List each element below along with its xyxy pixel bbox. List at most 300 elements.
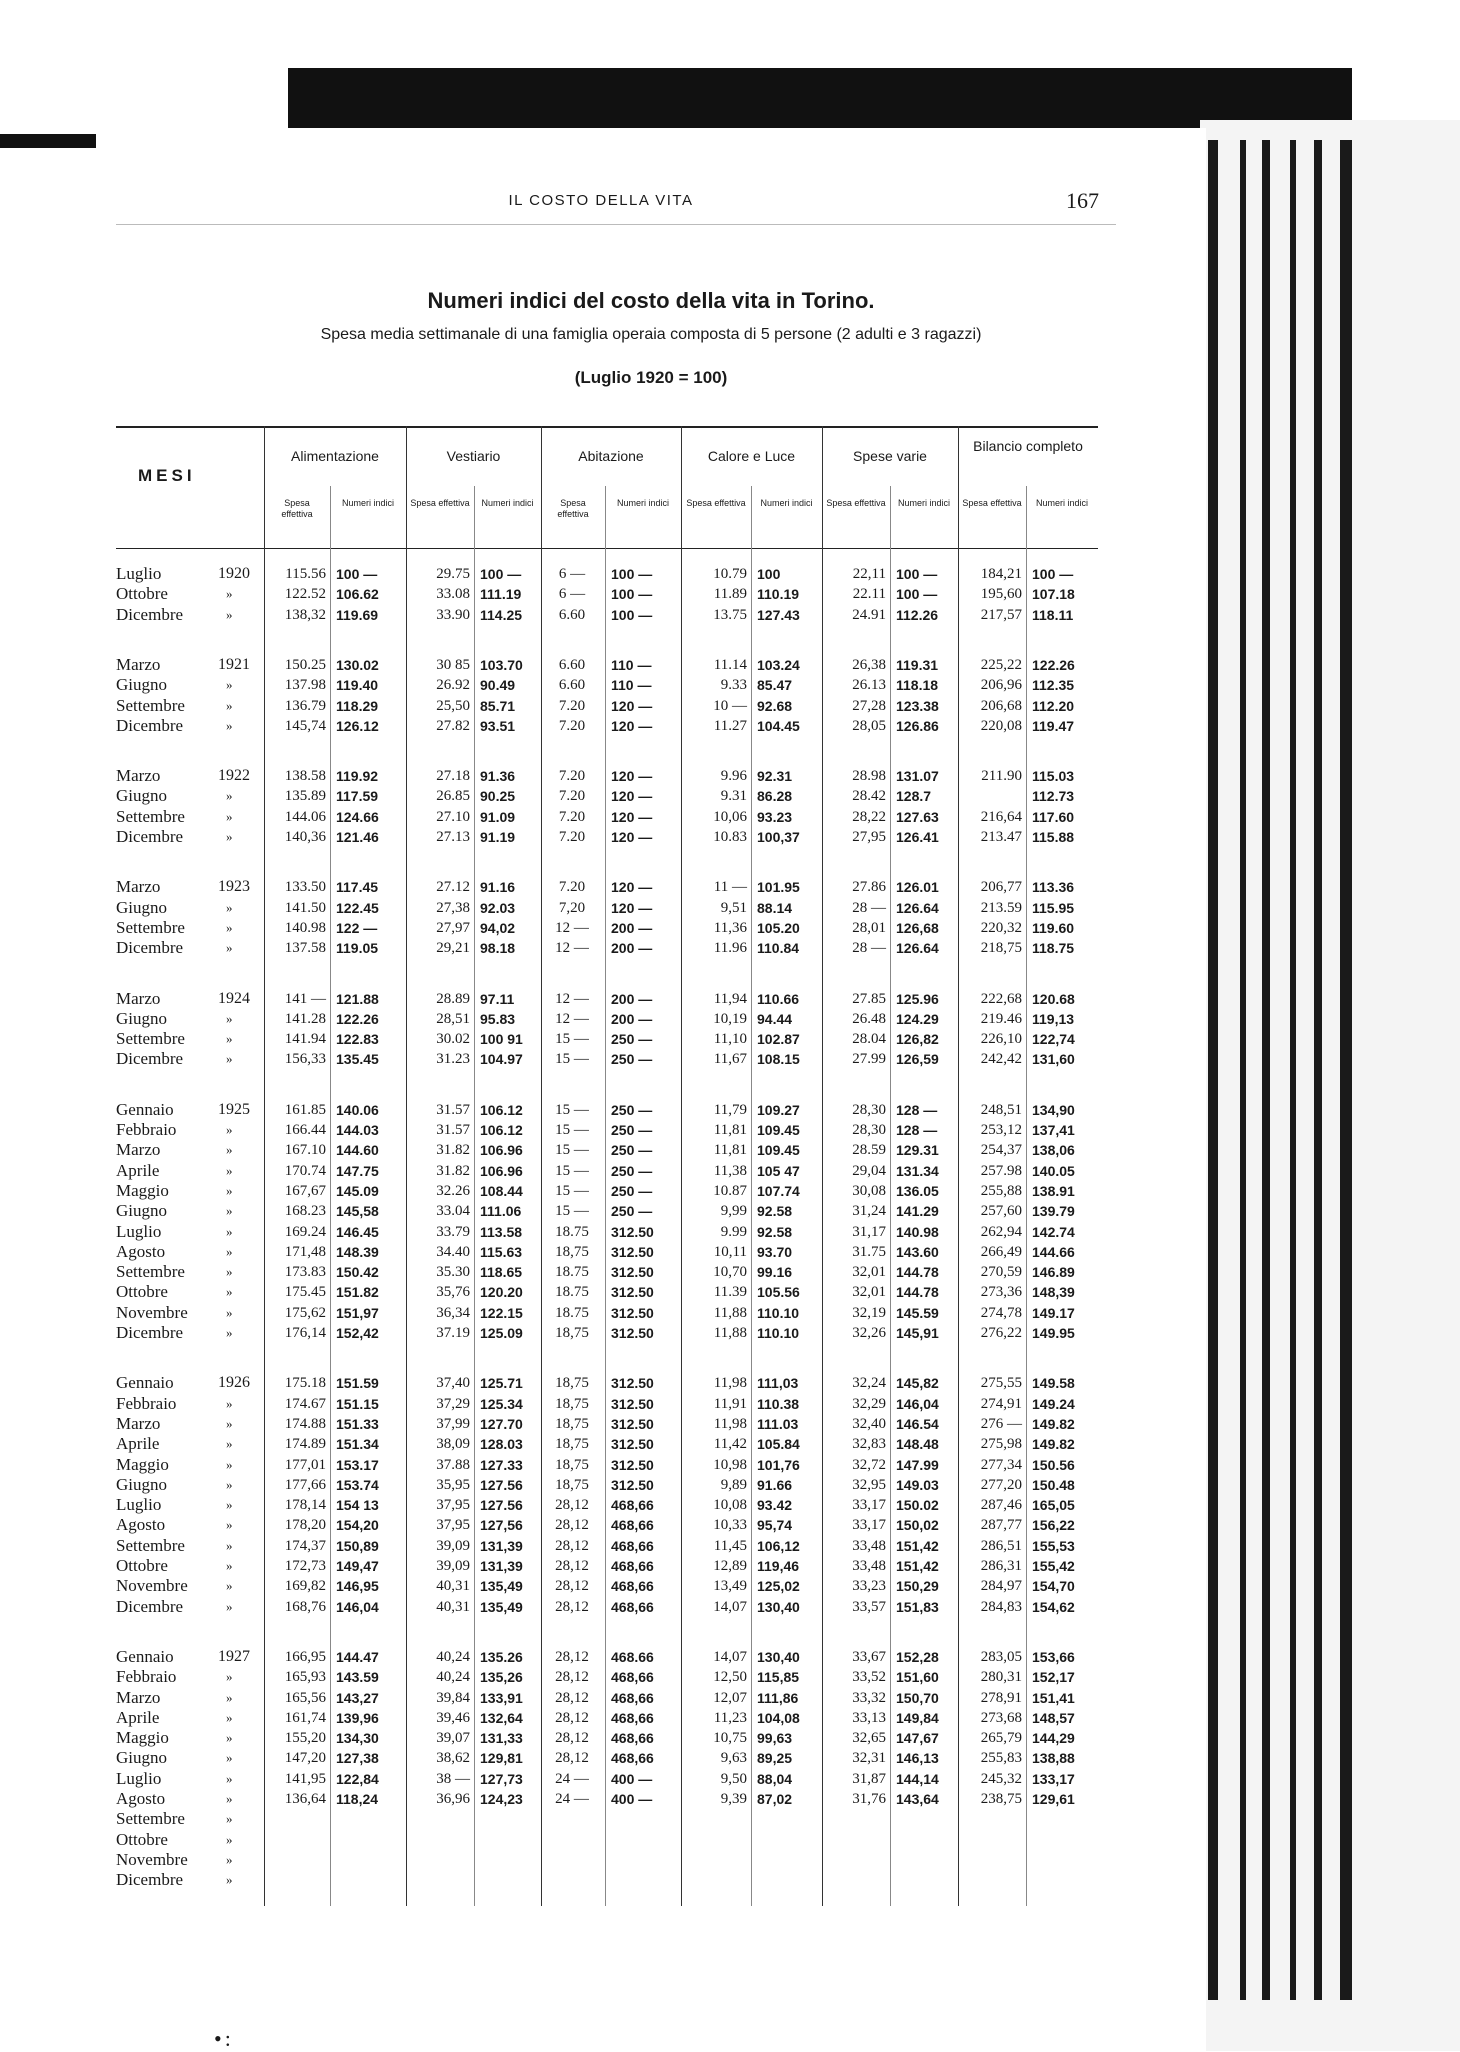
ditto-mark: » <box>226 1203 233 1219</box>
expense-value: 37,95 <box>436 1517 470 1534</box>
expense-value: 10 — <box>713 697 747 714</box>
ditto-mark: » <box>226 919 233 935</box>
index-value: 120.20 <box>480 1284 523 1301</box>
month-label: Settembre <box>116 1809 185 1829</box>
index-value: 468,66 <box>611 1537 654 1554</box>
index-value: 129.31 <box>896 1142 939 1159</box>
expense-value: 220,08 <box>980 717 1022 734</box>
expense-value: 262,94 <box>980 1223 1022 1240</box>
index-value: 127.63 <box>896 808 939 825</box>
expense-value: 7.20 <box>558 879 586 896</box>
expense-value: 172,73 <box>284 1558 326 1574</box>
scan-edge-stripe <box>1262 140 1270 2000</box>
expense-value: 11.27 <box>713 717 747 734</box>
expense-value: 115.56 <box>285 566 326 582</box>
index-value: 250 — <box>611 1162 653 1179</box>
index-value: 88,04 <box>757 1770 793 1787</box>
index-value: 107.18 <box>1032 586 1075 603</box>
index-value: 120 — <box>611 697 653 714</box>
index-value: 90.49 <box>480 677 516 694</box>
index-value: 468,66 <box>611 1517 654 1534</box>
expense-value: 11,81 <box>713 1122 747 1138</box>
expense-value: 141.28 <box>284 1010 326 1027</box>
expense-value: 15 — <box>555 1051 589 1068</box>
index-value: 126,59 <box>896 1051 939 1068</box>
page-number: 167 <box>1066 188 1099 213</box>
index-value: 150.48 <box>1032 1476 1075 1493</box>
expense-value: 38,09 <box>436 1436 470 1453</box>
expense-value: 195,60 <box>980 586 1022 603</box>
index-value: 119.31 <box>896 656 939 673</box>
expense-value: 37,29 <box>436 1395 470 1412</box>
expense-value: 11,79 <box>713 1101 747 1118</box>
expense-value: 35,95 <box>436 1476 470 1493</box>
expense-value: 169,82 <box>284 1578 326 1595</box>
index-value: 100 <box>757 566 781 582</box>
index-value: 152,17 <box>1032 1669 1075 1686</box>
index-value: 468,66 <box>611 1730 654 1747</box>
expense-value: 255,83 <box>980 1750 1022 1767</box>
index-value: 112.20 <box>1032 697 1075 714</box>
index-value: 144.78 <box>896 1284 939 1301</box>
expense-value: 177,01 <box>284 1456 326 1473</box>
expense-value: 32,95 <box>852 1476 886 1493</box>
month-label: Maggio <box>116 1180 169 1200</box>
expense-value: 257.98 <box>980 1162 1022 1179</box>
index-value: 107.74 <box>757 1182 800 1199</box>
column-rule <box>264 426 265 1906</box>
index-value: 120.68 <box>1032 990 1075 1007</box>
index-value: 149.82 <box>1032 1415 1075 1432</box>
index-value: 104,08 <box>757 1709 800 1726</box>
index-value: 102.87 <box>757 1031 800 1048</box>
index-value: 126.86 <box>896 717 939 734</box>
month-label: Novembre <box>116 1302 188 1322</box>
expense-value: 248,51 <box>980 1101 1022 1118</box>
expense-value: 37,99 <box>436 1415 470 1432</box>
expense-value: 28.98 <box>852 768 886 785</box>
expense-value: 36,96 <box>436 1791 470 1807</box>
expense-value: 22,11 <box>852 566 886 582</box>
index-value: 147.75 <box>336 1162 379 1179</box>
index-value: 90.25 <box>480 788 516 805</box>
index-value: 120 — <box>611 788 653 805</box>
month-label: Agosto <box>116 1241 166 1261</box>
index-value: 110.10 <box>757 1325 800 1341</box>
index-value: 165,05 <box>1032 1497 1075 1514</box>
expense-value: 9,89 <box>720 1476 747 1493</box>
index-value: 95.83 <box>480 1010 516 1027</box>
expense-value: 11,10 <box>713 1031 747 1048</box>
expense-value: 178,20 <box>284 1517 326 1534</box>
month-label: Marzo <box>116 766 161 786</box>
index-value: 146,04 <box>896 1395 939 1412</box>
expense-value: 32,65 <box>852 1730 886 1747</box>
expense-value: 11,67 <box>713 1051 747 1068</box>
index-value: 120 — <box>611 768 653 785</box>
table-title: Numeri indici del costo della vita in Torino. <box>427 288 875 313</box>
index-value: 135,49 <box>480 1578 523 1595</box>
expense-value: 122.52 <box>284 586 326 603</box>
index-value: 153,66 <box>1032 1648 1075 1665</box>
index-value: 145,82 <box>896 1375 939 1392</box>
expense-value: 18,75 <box>555 1456 589 1473</box>
expense-value: 167,67 <box>284 1182 326 1199</box>
expense-value: 11,88 <box>713 1304 747 1321</box>
group-header: Abitazione <box>578 448 644 464</box>
index-value: 105.20 <box>757 919 800 936</box>
index-value: 468,66 <box>611 1669 654 1686</box>
month-label: Ottobre <box>116 584 168 604</box>
expense-value: 280,31 <box>980 1669 1022 1686</box>
index-value: 120 — <box>611 899 653 916</box>
index-value: 106.62 <box>336 586 379 603</box>
expense-value: 7.20 <box>558 808 586 825</box>
expense-value: 33.04 <box>436 1203 470 1220</box>
index-value: 89,25 <box>757 1750 793 1767</box>
expense-value: 27.13 <box>436 829 470 845</box>
expense-value: 286,31 <box>980 1558 1022 1574</box>
index-value: 114.25 <box>480 606 523 623</box>
sub-header: Numeri indici <box>481 498 534 508</box>
index-value: 125.09 <box>480 1325 523 1341</box>
expense-value: 12 — <box>555 919 589 936</box>
index-value: 200 — <box>611 990 653 1007</box>
index-value: 151.59 <box>336 1375 379 1392</box>
index-value: 149,47 <box>336 1558 379 1574</box>
expense-value: 270,59 <box>980 1264 1022 1281</box>
expense-value: 24.91 <box>852 606 886 623</box>
index-value: 468,66 <box>611 1689 654 1706</box>
index-value: 149.03 <box>896 1476 939 1493</box>
month-label: Dicembre <box>116 827 184 846</box>
expense-value: 39,07 <box>436 1730 470 1747</box>
expense-value: 28,12 <box>555 1669 589 1686</box>
index-value: 105.56 <box>757 1284 800 1301</box>
index-value: 111.06 <box>480 1203 522 1220</box>
expense-value: 11,98 <box>713 1375 747 1392</box>
index-value: 132,64 <box>480 1709 523 1726</box>
expense-value: 11.14 <box>713 656 747 673</box>
index-value: 144,29 <box>1032 1730 1075 1747</box>
index-value: 139.79 <box>1032 1203 1075 1220</box>
index-value: 152,42 <box>336 1325 379 1341</box>
index-value: 115,85 <box>757 1669 800 1686</box>
group-header: Alimentazione <box>291 448 379 464</box>
expense-value: 138,32 <box>284 606 326 623</box>
index-value: 149.24 <box>1032 1395 1075 1412</box>
month-label: Dicembre <box>116 1870 184 1890</box>
index-value: 100 91 <box>480 1031 523 1048</box>
index-value: 127.56 <box>480 1476 523 1493</box>
ditto-mark: » <box>226 1497 233 1513</box>
group-header: Spese varie <box>853 448 927 464</box>
expense-value: 12,50 <box>713 1669 747 1686</box>
index-value: 92.68 <box>757 697 793 714</box>
index-value: 110 — <box>611 656 652 673</box>
expense-value: 18.75 <box>555 1264 589 1281</box>
index-value: 151.15 <box>336 1395 379 1412</box>
index-value: 124.66 <box>336 808 379 825</box>
index-value: 135,49 <box>480 1598 523 1615</box>
month-label: Novembre <box>116 1576 188 1596</box>
index-value: 115.88 <box>1032 829 1075 845</box>
expense-value: 38,62 <box>436 1750 470 1767</box>
expense-value: 28.04 <box>852 1031 886 1048</box>
index-value: 135,26 <box>480 1669 523 1686</box>
expense-value: 222,68 <box>980 990 1022 1007</box>
expense-value: 133.50 <box>284 879 326 896</box>
index-value: 126.12 <box>336 717 379 734</box>
expense-value: 31.57 <box>436 1101 470 1118</box>
index-value: 91.36 <box>480 768 516 785</box>
index-value: 119.69 <box>336 606 379 623</box>
index-value: 93.42 <box>757 1497 793 1514</box>
group-header: Calore e Luce <box>707 448 796 464</box>
month-label: Marzo <box>116 877 161 897</box>
index-value: 312.50 <box>611 1395 654 1412</box>
index-value: 146,13 <box>896 1750 939 1767</box>
expense-value: 27,28 <box>852 697 886 714</box>
month-label: Giugno <box>116 786 167 806</box>
index-value: 127.70 <box>480 1415 523 1432</box>
expense-value: 286,51 <box>980 1537 1022 1554</box>
index-value: 99.16 <box>757 1264 793 1281</box>
expense-value: 39,84 <box>436 1689 470 1706</box>
expense-value: 28,12 <box>555 1537 589 1554</box>
index-value: 250 — <box>611 1142 653 1159</box>
index-value: 122,74 <box>1032 1031 1075 1048</box>
index-value: 119.92 <box>336 768 379 785</box>
year-label: 1927 <box>218 1647 250 1665</box>
expense-value: 30.02 <box>436 1031 470 1048</box>
sub-column-rule <box>890 486 891 1906</box>
expense-value: 32,01 <box>852 1284 886 1301</box>
expense-value: 22.11 <box>852 586 886 603</box>
year-label: 1923 <box>218 878 250 896</box>
index-value: 120 — <box>611 879 653 896</box>
index-value: 144.66 <box>1032 1243 1075 1260</box>
expense-value: 33,17 <box>852 1497 886 1514</box>
month-label: Aprile <box>116 1160 160 1180</box>
ditto-mark: » <box>226 1142 233 1158</box>
month-label: Giugno <box>116 675 167 695</box>
expense-value: 11 — <box>713 879 747 896</box>
expense-value: 28,12 <box>555 1558 589 1574</box>
index-value: 94.44 <box>757 1010 793 1027</box>
sub-column-rule <box>751 486 752 1906</box>
index-value: 145.09 <box>336 1182 379 1199</box>
expense-value: 166.44 <box>284 1122 326 1138</box>
expense-value: 38 — <box>436 1770 470 1787</box>
expense-value: 10,11 <box>713 1243 747 1260</box>
expense-value: 11,36 <box>713 919 747 936</box>
index-value: 144.78 <box>896 1264 939 1281</box>
expense-value: 26.92 <box>436 677 470 694</box>
expense-value: 28,12 <box>555 1648 589 1665</box>
expense-value: 9.31 <box>720 788 747 805</box>
index-value: 126.01 <box>896 879 939 896</box>
month-label: Marzo <box>116 1140 161 1160</box>
index-value: 126.64 <box>896 940 939 957</box>
expense-value: 283,05 <box>980 1648 1022 1665</box>
expense-value: 168.23 <box>284 1203 326 1220</box>
header-rule <box>116 224 1116 225</box>
index-value: 126.41 <box>896 829 939 845</box>
index-value: 141.29 <box>896 1203 939 1220</box>
index-value: 100 — <box>336 566 378 582</box>
index-value: 119,46 <box>757 1558 800 1574</box>
expense-value: 33,48 <box>852 1537 886 1554</box>
expense-value: 9,50 <box>720 1770 747 1787</box>
expense-value: 6.60 <box>558 656 586 673</box>
index-value: 147,67 <box>896 1730 939 1747</box>
expense-value: 10,98 <box>713 1456 747 1473</box>
expense-value: 33,23 <box>852 1578 886 1595</box>
index-value: 112.35 <box>1032 677 1075 694</box>
month-label: Marzo <box>116 988 161 1008</box>
expense-value: 9.96 <box>720 768 747 785</box>
index-value: 131,39 <box>480 1537 523 1554</box>
expense-value: 31.82 <box>436 1142 470 1159</box>
index-value: 152,28 <box>896 1648 939 1665</box>
expense-value: 274,91 <box>980 1395 1022 1412</box>
sub-header: Numeri indici <box>341 498 394 508</box>
expense-value: 161,74 <box>284 1709 326 1726</box>
expense-value: 32,29 <box>852 1395 886 1412</box>
expense-value: 175.18 <box>284 1375 326 1392</box>
index-value: 122.15 <box>480 1304 523 1321</box>
expense-value: 39,09 <box>436 1558 470 1574</box>
index-value: 250 — <box>611 1051 653 1068</box>
index-value: 312.50 <box>611 1476 654 1493</box>
ditto-mark: » <box>226 1709 233 1725</box>
index-value: 128.03 <box>480 1436 523 1453</box>
index-value: 250 — <box>611 1101 653 1118</box>
index-value: 118.75 <box>1032 940 1075 957</box>
index-value: 153.17 <box>336 1456 379 1473</box>
index-value: 148,57 <box>1032 1709 1075 1726</box>
index-value: 109.45 <box>757 1142 800 1159</box>
index-value: 154 13 <box>336 1497 379 1514</box>
expense-value: 6.60 <box>558 677 586 694</box>
index-value: 144.60 <box>336 1142 379 1159</box>
expense-value: 178,14 <box>284 1497 326 1514</box>
index-value: 111,03 <box>757 1375 799 1392</box>
index-value: 123.38 <box>896 697 939 714</box>
expense-value: 15 — <box>555 1031 589 1048</box>
expense-value: 7.20 <box>558 768 586 785</box>
index-value: 111,86 <box>757 1689 799 1706</box>
month-label: Febbraio <box>116 1120 177 1139</box>
month-label: Ottobre <box>116 1829 168 1849</box>
expense-value: 218,75 <box>980 940 1022 957</box>
expense-value: 216,64 <box>980 808 1022 825</box>
index-value: 150.02 <box>896 1497 939 1514</box>
ditto-mark: » <box>226 1689 233 1705</box>
expense-value: 7.20 <box>558 788 586 805</box>
ditto-mark: » <box>226 1304 233 1320</box>
expense-value: 27.99 <box>852 1051 886 1068</box>
expense-value: 39,09 <box>436 1537 470 1554</box>
index-value: 146.45 <box>336 1223 379 1240</box>
index-value: 111.03 <box>757 1415 799 1432</box>
expense-value: 170.74 <box>284 1162 326 1179</box>
ditto-mark: » <box>226 717 233 733</box>
index-value: 151,42 <box>896 1537 939 1554</box>
expense-value: 35.30 <box>436 1264 470 1281</box>
index-value: 115.95 <box>1032 899 1075 916</box>
month-label: Maggio <box>116 1728 169 1748</box>
ditto-mark: » <box>226 1182 233 1198</box>
column-rule <box>822 426 823 1906</box>
index-value: 119,13 <box>1032 1010 1075 1027</box>
index-value: 108.44 <box>480 1182 523 1199</box>
expense-value: 15 — <box>555 1182 589 1199</box>
month-label: Giugno <box>116 1008 167 1028</box>
index-value: 126.64 <box>896 899 939 916</box>
month-label: Luglio <box>116 1495 162 1515</box>
index-value: 126,68 <box>896 919 939 936</box>
index-value: 135.45 <box>336 1051 379 1068</box>
year-label: 1920 <box>218 565 250 582</box>
ditto-mark: » <box>226 1010 233 1026</box>
index-value: 312.50 <box>611 1223 654 1240</box>
expense-value: 27.18 <box>436 768 470 785</box>
expense-value: 31.57 <box>436 1122 470 1138</box>
expense-value: 9.33 <box>720 677 747 694</box>
month-label: Gennaio <box>116 1646 174 1666</box>
expense-value: 225,22 <box>980 656 1022 673</box>
column-rule <box>541 426 542 1906</box>
ditto-mark: » <box>226 1770 233 1786</box>
index-value: 100 — <box>611 606 653 623</box>
index-value: 147.99 <box>896 1456 939 1473</box>
month-label: Giugno <box>116 1748 167 1768</box>
index-value: 125,02 <box>757 1578 800 1595</box>
index-value: 119.05 <box>336 940 379 957</box>
index-value: 108.15 <box>757 1051 800 1068</box>
expense-value: 28 — <box>852 899 886 916</box>
expense-value: 266,49 <box>980 1243 1022 1260</box>
ditto-mark: » <box>226 1456 233 1472</box>
index-value: 153.74 <box>336 1476 379 1493</box>
index-value: 468,66 <box>611 1750 654 1767</box>
index-value: 93.51 <box>480 717 516 734</box>
index-value: 92.31 <box>757 768 793 785</box>
sub-column-rule <box>474 486 475 1906</box>
month-label: Ottobre <box>116 1556 168 1575</box>
expense-value: 18,75 <box>555 1325 589 1341</box>
expense-value: 37.19 <box>436 1325 470 1341</box>
expense-value: 33.90 <box>436 606 470 623</box>
index-value: 131,33 <box>480 1730 523 1747</box>
index-value: 124,23 <box>480 1791 523 1807</box>
ditto-mark: » <box>226 1730 233 1746</box>
index-value: 110 — <box>611 677 652 694</box>
index-value: 117.45 <box>336 879 379 896</box>
index-value: 88.14 <box>757 899 793 916</box>
expense-value: 29,21 <box>436 940 470 957</box>
sub-header: Spesa effettiva <box>410 498 470 508</box>
index-value: 120 — <box>611 808 653 825</box>
index-value: 133,91 <box>480 1689 523 1706</box>
expense-value: 12,07 <box>713 1689 747 1706</box>
expense-value: 9.99 <box>720 1223 747 1240</box>
expense-value: 28,12 <box>555 1578 589 1595</box>
index-value: 145,91 <box>896 1325 939 1341</box>
ditto-mark: » <box>226 1223 233 1239</box>
